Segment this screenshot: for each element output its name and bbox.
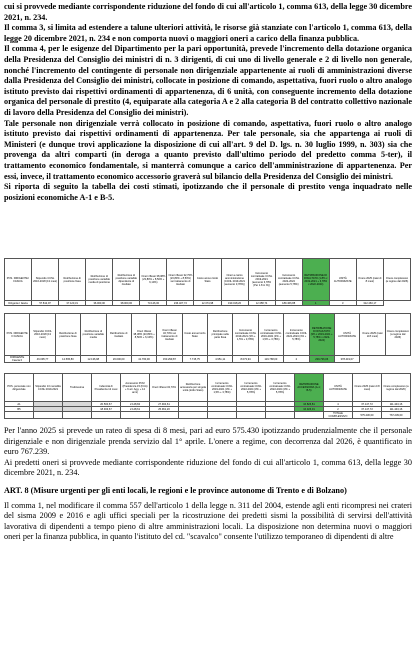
table-cell: 27.904,61 [150, 402, 179, 407]
table-header-cell: Incremento contrattuale CCNL 2019-2021 (aumento 3,78% (Per 1.8 in %)) [248, 259, 275, 301]
table-header-cell: Onere complessivo (a regime dal 2026) [385, 314, 410, 356]
paragraph-tabella-intro: Si riporta di seguito la tabella dei costi stimati, ipotizzando che il personale di prestito venga inquadrato nelle posizioni economiche A-1 e B-5. [4, 182, 412, 202]
table-header-cell: RETRIBUZIONE DI RISULTATO (1.8% x 2019-2021 + 3,78% x 2022-2024) [302, 259, 329, 301]
table-header-cell: Costo annuo lordo Stato [182, 314, 207, 356]
table-header-cell: Oneri riflessi 38,38% (23,80% + 8,50% + 6,10%) [131, 314, 156, 356]
table-header-cell: Incremento contrattuale CCNL 2019-2021 (3% + 1,5% + 3,78%) [208, 374, 237, 402]
table-cell: 575.430,00 [353, 412, 382, 419]
table-header-cell: Retribuzione di posizione variabile media [81, 314, 106, 356]
table-cell: 153.299,87 [157, 356, 182, 363]
table-cell: 4 [324, 402, 353, 407]
table-cell: 1 [302, 301, 329, 306]
document-page-lower [4, 426, 412, 543]
table-row [5, 301, 411, 306]
table-cell: 2 [284, 356, 309, 363]
article-paragraph: Il comma 1, nel modificare il comma 557 dell'articolo 1 della legge n. 311 del 2004, estende agli enti ricompresi nei crateri del sisma 2009 e 2016 e agli uffici speciali per la ricostruzione dei predetti sismi la possibilità di servirsi dell'attività lavorativa di dipendenti a tempo pieno di altre amministrazioni locali. La disposizione non determina nuovi o maggiori oneri per la finanza pubblica, in quanto l'istituto del cd. "scavalco" consente l'utilizzo temporaneo di dipendenti di altre [4, 500, 412, 542]
table-header-cell: POS. personale non dirigenziale [5, 374, 34, 402]
table-cell: 36.000,00 [86, 301, 113, 306]
paragraph-personale: Tale personale non dirigenziale verrà collocato in posizione di comando, aspettativa, fuori ruolo o altro analogo istituto previsto dai rispettivi ordinamenti di appartenenza. Per tale personale, sia che appartenga ai ruoli di Ministeri (e dunque trovi applicazione la disposizione di cui all'art. 9 del D. lgs. n. 30 luglio 1999, n. 303) sia che provenga da altri comparti (in deroga a quanto previsto dall'ultimo periodo del predetto comma 5-ter), il trattamento economico fondamentale, si manterrà comunque a carico dell'amministrazione di appartenenza. Per essi, invece, il trattamento economico accessorio graverà sul bilancio della Presidenza del Consiglio dei ministri. [4, 118, 412, 181]
table-cell: Dirigente I fascia [5, 301, 32, 306]
paragraph-comma-3 [4, 23, 412, 44]
table-cell [295, 412, 324, 419]
table-cell: 25.961,20 [150, 407, 179, 412]
table-cell [237, 412, 266, 419]
table-cell: 2 [324, 407, 353, 412]
table-header-cell: Incremento contrattuale CCNL 2022-2024 (3% + 5,78%) [237, 374, 266, 402]
table-cell: 312.463,17 [356, 301, 383, 306]
paragraph-copertura: Ai predetti oneri si provvede mediante corrispondente riduzione del fondo di cui all'articolo 1, comma 613, della legge 30 dicembre 2021, n. 234. [4, 457, 412, 478]
table-cell: 8.073,94 [233, 356, 258, 363]
table-header-cell: Stipendio CCNL 2016-2018 (13 mesi) [30, 314, 55, 356]
table-total-row [5, 412, 411, 419]
table-header-cell: Incremento contrattuale CCNL 2022-2024 (3% + 5,78%) [266, 374, 295, 402]
table-cell: 239.736,06 [309, 356, 334, 363]
table-header-cell: RETRIBUZIONE ACCESSORIA (A-1; B-5) [295, 374, 324, 402]
table-header-cell: Incremento contrattuale CCNL 2022-2024 (aumento 5,78%) [275, 259, 302, 301]
paragraph-lead: Il comma 3, [4, 23, 46, 33]
table-cell: 20.500,67 [92, 402, 121, 407]
table-header-cell: Incremento contrattuale CCNL 2022-2024 (3% + 5,78%) [284, 314, 309, 356]
table-header-cell: UNITÀ AUTORIZZATE [334, 314, 359, 356]
table-header-cell: Onere complessivo (a regime dal 2026) [382, 374, 411, 402]
table-header-cell: Retribuzione di risultato [106, 314, 131, 356]
table-header-cell: Stipendio CCNL 2016-2018 (13 mesi) [32, 259, 59, 301]
table-cell: 26.000,00 [106, 356, 131, 363]
table-header-cell: Incremento contrattuale CCNL 2019-2021 (3% + 1,5% + 3,78%) [258, 314, 283, 356]
table-header-cell: Tredicesima [63, 374, 92, 402]
table-row [5, 356, 411, 363]
table-cell: 378.419,07 [334, 356, 359, 363]
table-cell: 4.951,11 [208, 356, 233, 363]
table-header-cell: Oneri riflessi 38,38% (23,80% + 8,50% + 6,10%) [140, 259, 167, 301]
table-header-cell: Oneri riflessi 32,70% sui trattamento di risultato [157, 314, 182, 356]
table-header-cell: Incremento contrattuale CCNL 2019-2021 (3% + 1,5% + 3,78%) [233, 314, 258, 356]
table-cell: 12.565,80 [55, 356, 80, 363]
table-header-cell: RETRIBUZIONE DI RISULTATO (3% x 2019-2021 + 5,78% x 2022-2024) [309, 314, 334, 356]
table-cell: 38.000,00 [113, 301, 140, 306]
table-header-cell: POS. DIRIGENTE II FASCIA [5, 314, 30, 356]
table-header-cell: UNITÀ AUTORIZZATE [329, 259, 356, 301]
paragraph-body: si limita ad estendere a talune ulteriori attività, le risorse già stanziate con l'articolo 1, comma 613, della legge 20 dicembre 2021, n. 234 e non comporta nuovi o maggiori oneri a carico della finanza pubblica. [4, 23, 412, 43]
table-cell: 41.760,00 [131, 356, 156, 363]
table-cell: 3 [329, 301, 356, 306]
table-cell [121, 412, 150, 419]
table-header-cell: Onere 2025 (ratei di 8 mesi) [360, 314, 385, 356]
table-header-cell: Retribuzione principale sulla parte fissa [208, 314, 233, 356]
table-header-cell: Retribuzione accessoria per singola unità (lordo Stato) [179, 374, 208, 402]
table-header-cell: UNITÀ AUTORIZZATE [324, 374, 353, 402]
cost-table-dirigente-ii-fascia [4, 313, 411, 363]
table-cell [5, 412, 34, 419]
table-header-cell: Accessorio PCM (Presidenza 15 (FUA) + 6 arr. Agg. + 14 anni) [121, 374, 150, 402]
table-cell: 73.126,00 [140, 301, 167, 306]
table-header-cell: Indennità di Presidenza 12 mesi [92, 374, 121, 402]
table-cell: 12.136,98 [81, 356, 106, 363]
table-header-cell: Retribuzione di posizione variabile media di posizione [86, 259, 113, 301]
table-cell [34, 412, 63, 419]
table-header-cell: Stipendio 13 mensilità CCNL 2019-2021 [34, 374, 63, 402]
table-header-cell: Onere 2025 (ratei di 8 mesi) [356, 259, 383, 301]
table-cell: 189.466,88 [275, 301, 302, 306]
table-header-row [5, 259, 411, 301]
paragraph-comma-4 [4, 44, 412, 118]
table-header-cell: Costo annuo lordo Stato [194, 259, 221, 301]
table-header-cell: Retribuzione di posizione variabile dipendente di risultato [113, 259, 140, 301]
table-cell: 2.148,61 [121, 407, 150, 412]
table-cell: 46.095,77 [30, 356, 55, 363]
table-cell: DIRIGENTE Fascia II [5, 356, 30, 363]
table-cell: B5 [5, 407, 34, 412]
table-cell: 7.715,75 [182, 356, 207, 363]
cost-table-personale-non-dirigenziale [4, 373, 411, 419]
table-cell: 16.326,01 [295, 407, 324, 412]
table-cell: 111.443,16 [382, 402, 411, 407]
table-header-cell: Retribuzione di posizione fissa [55, 314, 80, 356]
table-header-cell: Retribuzione di posizione fissa [59, 259, 86, 301]
table-cell: 12.374,98 [194, 301, 221, 306]
table-cell: 16.826,81 [295, 402, 324, 407]
table-cell [266, 412, 295, 419]
table-header-cell: Oneri riflessi 32,70% (23,80% + 8,50%) sui trattamento di risultato [167, 259, 194, 301]
paragraph-body: per le esigenze del Dipartimento per la pari opportunità, prevede l'incremento della dotazione organica della Presidenza del Consiglio dei ministri di n. 3 dirigenti, di cui uno di livello generale e 2 di livello non generale, nonché l'incremento del contingente di personale non dirigenziale appartenente ai ruoli di amministrazioni diverse dalla Presidenza del Consiglio dei ministri, collocate in posizione di comando, aspettativa, fuori ruolo o altro analogo istituto previsto dai rispettivi ordinamenti di appartenenza, di 6 unità, con conseguente incremento della dotazione organica del personale di prestito (4, equiparate alla categoria A e 2 alla categoria B del contratto collettivo nazionale di lavoro della Presidenza del Consiglio dei ministri). [4, 44, 412, 117]
table-cell: 18.933,67 [92, 407, 121, 412]
table-cell: 2.148,84 [121, 402, 150, 407]
table-cell: 37.120,31 [59, 301, 86, 306]
table-cell [150, 412, 179, 419]
table-header-row [5, 314, 411, 356]
table-cell [179, 412, 208, 419]
table-header-cell: Onere 2025 (ratei di 8 mesi) [353, 374, 382, 402]
table-cell: A1 [5, 402, 34, 407]
paragraph-lead: Il comma 4, [4, 44, 46, 54]
table-cell: 119.768,03 [258, 356, 283, 363]
table-header-row [5, 374, 411, 402]
table-cell: 37.147,72 [353, 407, 382, 412]
table-cell: TOTALE COMPLESSIVO [324, 412, 353, 419]
table-cell: 111.443,16 [382, 407, 411, 412]
table-header-cell: Oneri riflessi 32,70% [150, 374, 179, 402]
table-cell [63, 412, 92, 419]
document-page [4, 2, 412, 203]
table-cell: 190.018,20 [221, 301, 248, 306]
table-cell: 37.147,72 [353, 402, 382, 407]
article-heading: ART. 8 (Misure urgenti per gli enti locali, le regioni e le province autonome di Trento e di Bolzano) [4, 485, 347, 495]
paragraph-intro: cui si provvede mediante corrispondente riduzione del fondo di cui all'articolo 1, comma 613, della legge 30 dicembre 2021, n. 234. [4, 2, 412, 22]
table-cell: 57.812,97 [32, 301, 59, 306]
table-cell: 12.358,74 [248, 301, 275, 306]
table-cell: 767.239,00 [382, 412, 411, 419]
table-header-cell: POS. DIRIGENTE I FASCIA [5, 259, 32, 301]
table-cell [208, 412, 237, 419]
paragraph-onere-2025: Per l'anno 2025 si prevede un rateo di spesa di 8 mesi, pari ad euro 575.430 ipotizzando prudenzialmente che il personale dirigenziale e non dirigenziale prenda servizio dal 1° aprile. L'onere a regime, con decorrenza dal 2026, è quantificato in euro 767.239. [4, 426, 412, 457]
cost-table-dirigente-i-fascia [4, 258, 411, 306]
table-header-cell: Oneri a carico amministrazione (CCNL 2019-2021 (aumento 3,78%)) [221, 259, 248, 301]
table-cell [92, 412, 121, 419]
table-header-cell: Onere complessivo (a regime dal 2026) [383, 259, 410, 301]
table-cell: 236.327,72 [167, 301, 194, 306]
